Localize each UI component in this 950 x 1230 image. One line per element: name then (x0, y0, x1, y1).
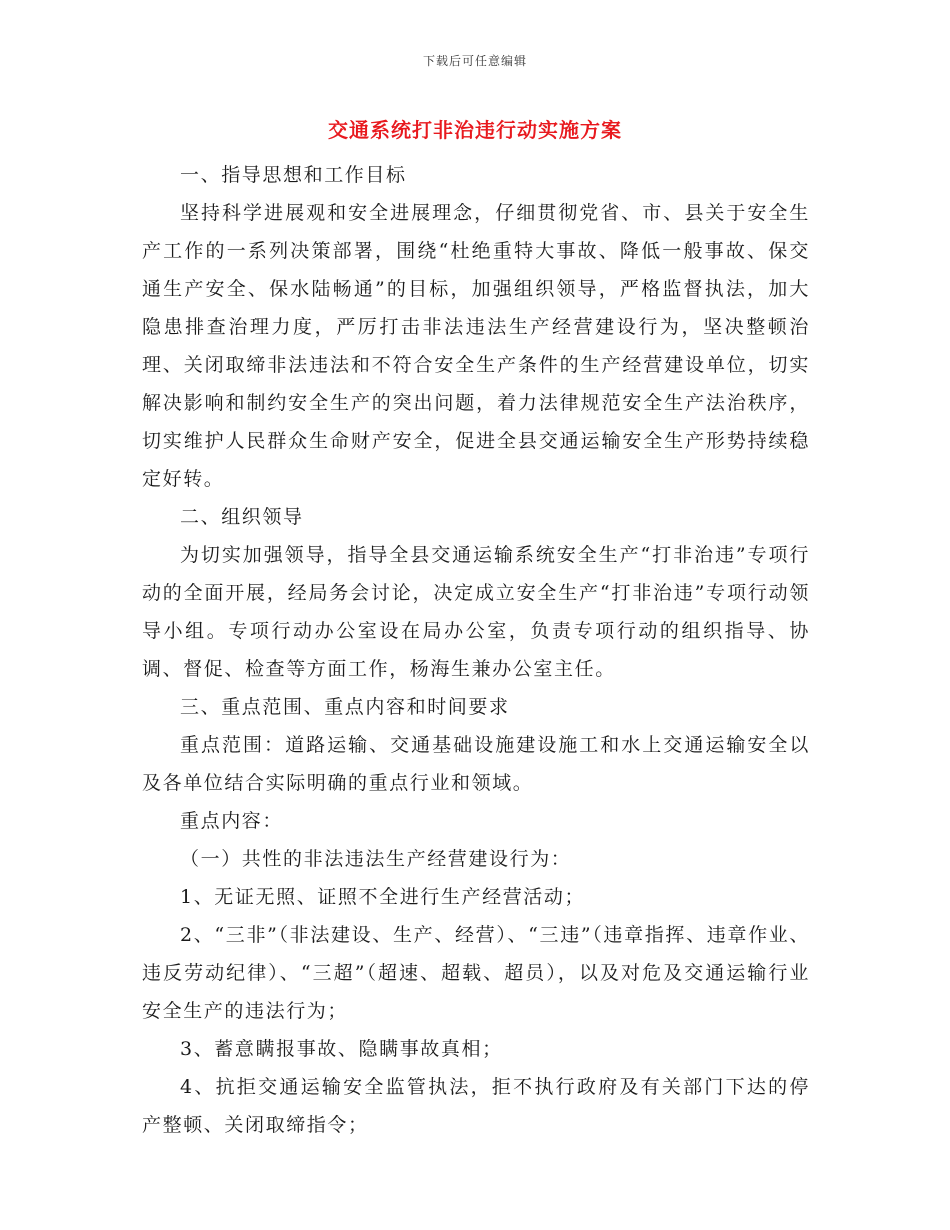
page-header-note: 下载后可任意编辑 (422, 54, 527, 68)
paragraph-guiding-goals: 坚持科学进展观和安全进展理念，仔细贯彻党省、市、县关于安全生产工作的一系列决策部署，围绕“杜绝重特大事故、降低一般事故、保交通生产安全、保水陆畅通”的目标，加强组织领导，严格监督执法，加大隐患排查治理力度，严厉打击非法违法生产经营建设行为，坚决整顿治理、关闭取缔非法违法和不符合安全生产条件的生产经营建设单位，切实解决影响和制约安全生产的突出问题，着力法律规范安全生产法治秩序，切实维护人民群众生命财产安全，促进全县交通运输安全生产形势持续稳定好转。 (142, 202, 810, 490)
section-heading-1: 一、指导思想和工作目标 (180, 164, 407, 186)
section-heading-3: 三、重点范围、重点内容和时间要求 (180, 696, 510, 718)
list-item-3: 3、蓄意瞒报事故、隐瞒事故真相； (180, 1038, 503, 1060)
section-heading-2: 二、组织领导 (180, 506, 304, 528)
document-body (142, 156, 810, 1144)
list-item-1: 1、无证无照、证照不全进行生产经营活动； (180, 886, 586, 908)
paragraph-organization: 为切实加强领导，指导全县交通运输系统安全生产“打非治违”专项行动的全面开展，经局务会讨论，决定成立安全生产“打非治违”专项行动领导小组。专项行动办公室设在局办公室，负责专项行动的组织指导、协调、督促、检查等方面工作，杨海生兼办公室主任。 (142, 544, 810, 680)
list-item-2: 2、“三非”（非法建设、生产、经营）、“三违”（违章指挥、违章作业、违反劳动纪律）、“三超”（超速、超载、超员），以及对危及交通运输行业安全生产的违法行为； (142, 924, 810, 1022)
paragraph-key-scope: 重点范围：道路运输、交通基础设施建设施工和水上交通运输安全以及各单位结合实际明确的重点行业和领域。 (142, 734, 810, 794)
document-title: 交通系统打非治违行动实施方案 (328, 118, 622, 142)
list-item-4: 4、抗拒交通运输安全监管执法，拒不执行政府及有关部门下达的停产整顿、关闭取缔指令； (142, 1076, 810, 1136)
paragraph-key-content-label: 重点内容： (180, 810, 284, 832)
subsection-heading-1: （一）共性的非法违法生产经营建设行为： (180, 848, 572, 870)
